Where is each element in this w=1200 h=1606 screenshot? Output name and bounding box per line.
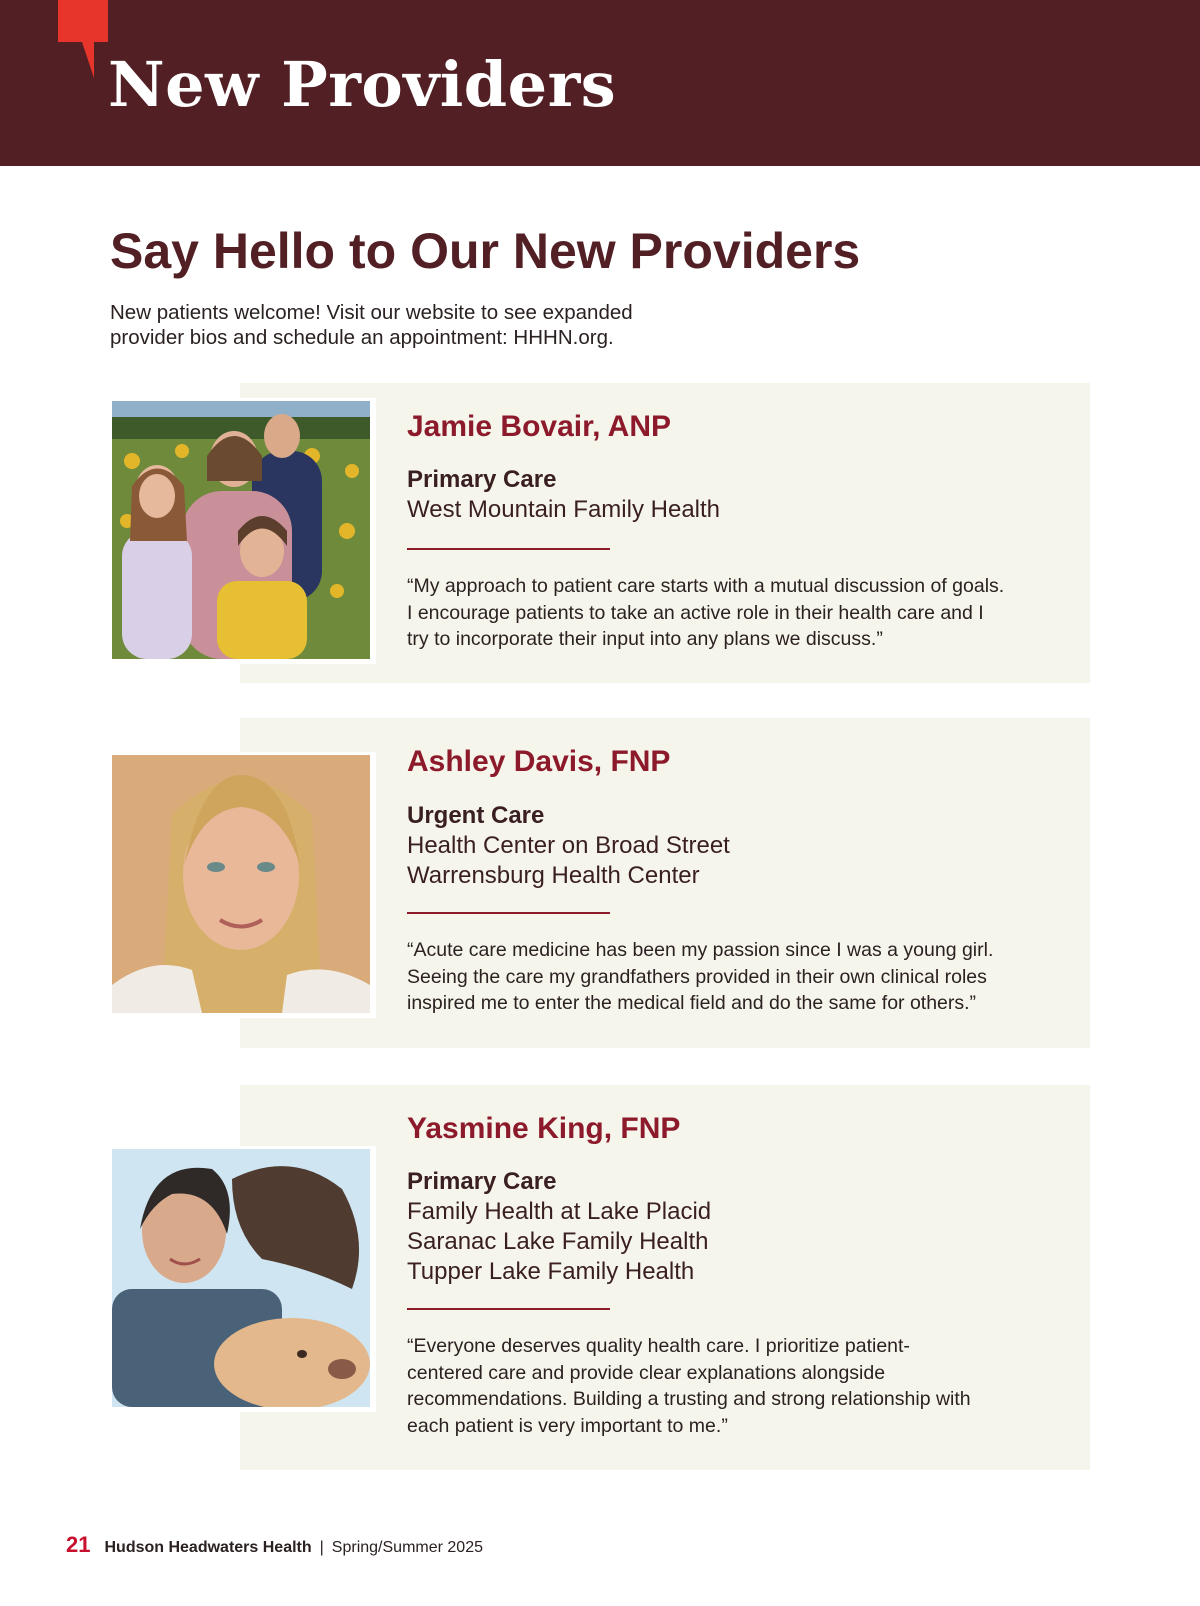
section-divider bbox=[407, 912, 610, 914]
footer-separator: | bbox=[319, 1539, 324, 1556]
quote-line: try to incorporate their input into any plans we discuss.” bbox=[407, 628, 883, 650]
provider-location: Warrensburg Health Center bbox=[407, 862, 700, 889]
provider-location: West Mountain Family Health bbox=[407, 496, 721, 523]
provider-quote bbox=[407, 573, 1057, 653]
provider-photo-king bbox=[110, 1146, 376, 1412]
page-number: 21 bbox=[66, 1532, 91, 1557]
quote-line: “Acute care medicine has been my passion since I was a young girl. bbox=[407, 939, 994, 961]
provider-photo-bovair bbox=[110, 398, 376, 664]
quote-line: I encourage patients to take an active role in their health care and I bbox=[407, 601, 984, 624]
footer-issue: Spring/Summer 2025 bbox=[331, 1539, 483, 1556]
page-footer bbox=[66, 1532, 483, 1558]
quote-line: each patient is very important to me.” bbox=[407, 1414, 728, 1437]
section-divider bbox=[407, 548, 610, 550]
intro-line-2: provider bios and schedule an appointment: HHHN.org. bbox=[110, 326, 614, 349]
intro-text bbox=[110, 300, 690, 350]
provider-specialty: Urgent Care bbox=[407, 802, 545, 829]
quote-line: inspired me to enter the medical field and do the same for others.” bbox=[407, 992, 977, 1014]
provider-name: Yasmine King, FNP bbox=[407, 1112, 681, 1145]
provider-quote bbox=[407, 1333, 1057, 1439]
quote-line: centered care and provide clear explanations alongside bbox=[407, 1361, 886, 1384]
section-divider bbox=[407, 1308, 610, 1310]
quote-line: recommendations. Building a trusting and strong relationship with bbox=[407, 1388, 971, 1410]
provider-name: Jamie Bovair, ANP bbox=[407, 410, 672, 443]
quote-line: “My approach to patient care starts with a mutual discussion of goals. bbox=[407, 575, 1005, 597]
page-headline: Say Hello to Our New Providers bbox=[110, 223, 861, 279]
quote-line: Seeing the care my grandfathers provided in their own clinical roles bbox=[407, 965, 987, 988]
quote-line: “Everyone deserves quality health care. I prioritize patient- bbox=[407, 1335, 910, 1357]
provider-name: Ashley Davis, FNP bbox=[407, 745, 671, 778]
page-section-title: New Providers bbox=[108, 48, 617, 121]
provider-specialty: Primary Care bbox=[407, 466, 557, 493]
provider-location: Saranac Lake Family Health bbox=[407, 1228, 709, 1255]
footer-organization: Hudson Headwaters Health bbox=[104, 1539, 312, 1556]
header-banner bbox=[0, 0, 1200, 166]
provider-specialty: Primary Care bbox=[407, 1168, 557, 1195]
intro-line-1: New patients welcome! Visit our website to see expanded bbox=[110, 301, 633, 324]
provider-location: Health Center on Broad Street bbox=[407, 832, 730, 859]
provider-quote bbox=[407, 937, 1057, 1017]
provider-photo-davis bbox=[110, 752, 376, 1018]
provider-location: Tupper Lake Family Health bbox=[407, 1258, 695, 1285]
provider-location: Family Health at Lake Placid bbox=[407, 1198, 712, 1225]
bookmark-flag-icon bbox=[58, 0, 108, 78]
